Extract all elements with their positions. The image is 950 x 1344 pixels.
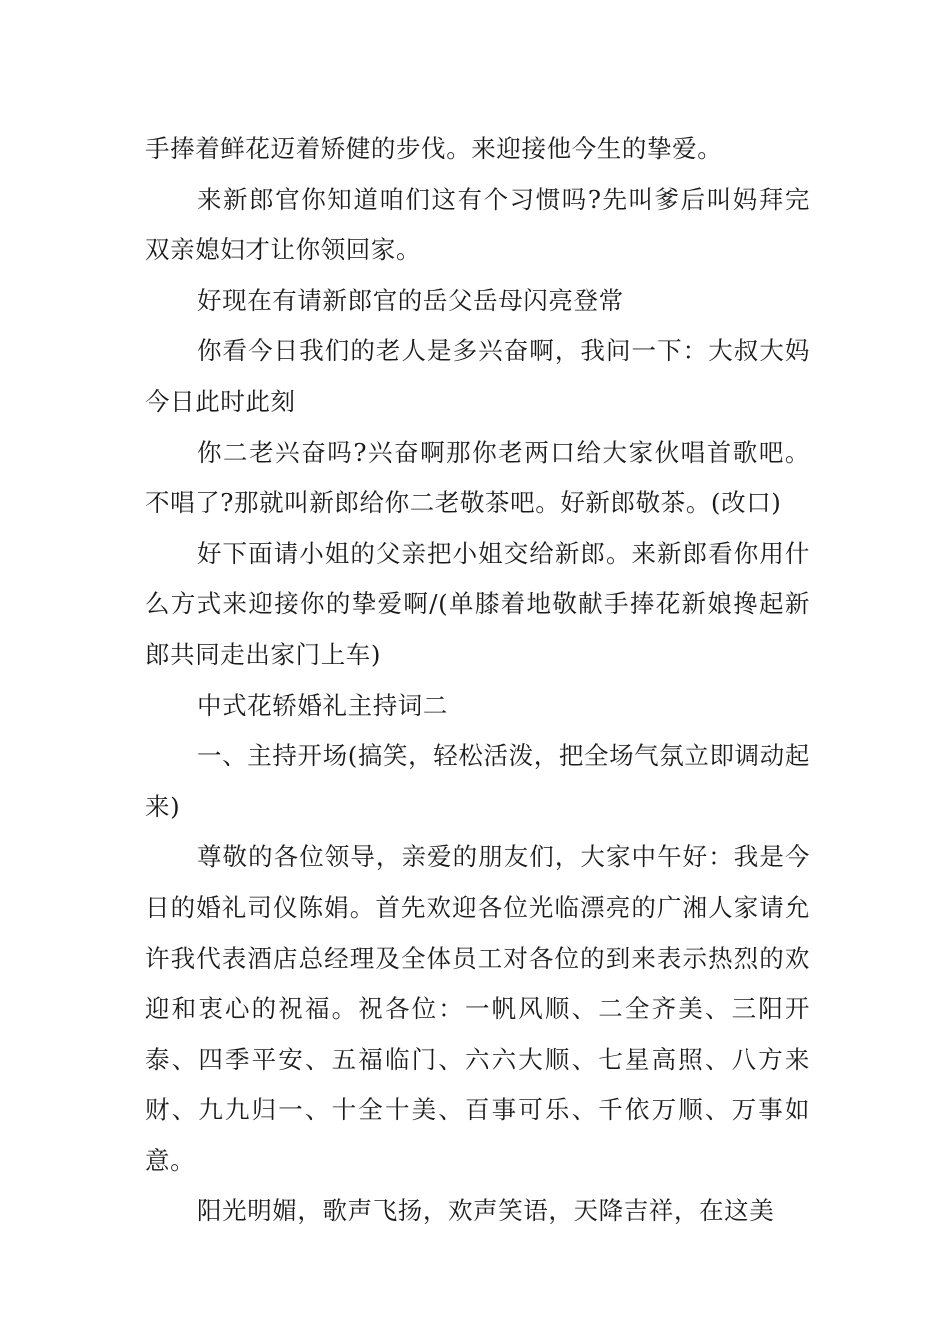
section-heading: 中式花轿婚礼主持词二: [197, 690, 448, 720]
paragraph-9: 尊敬的各位领导，亲爱的朋友们，大家中午好：我是今日的婚礼司仪陈娟。首先欢迎各位光临漂亮的广湘人家请允许我代表酒店总经理及全体员工对各位的到来表示热烈的欢迎和衷心的祝福。祝各位：一帆风顺、二全齐美、三阳开泰、四季平安、五福临门、六六大顺、七星高照、八方来财、九九归一、十全十美、百事可乐、千依万顺、万事如意。: [145, 842, 810, 1175]
paragraph-10: 阳光明媚，歌声飞扬，欢声笑语，天降吉祥，在这美: [197, 1196, 775, 1226]
document-body: [145, 124, 810, 1237]
paragraph-5: 你二老兴奋吗?兴奋啊那你老两口给大家伙唱首歌吧。不唱了?那就叫新郎给你二老敬茶吧。好新郎敬茶。(改口): [145, 437, 810, 518]
paragraph-2: 来新郎官你知道咱们这有个习惯吗?先叫爹后叫妈拜完双亲媳妇才让你领回家。: [145, 184, 810, 265]
paragraph-3: 好现在有请新郎官的岳父岳母闪亮登常: [197, 285, 624, 315]
paragraph-1: 手捧着鲜花迈着矫健的步伐。来迎接他今生的挚爱。: [145, 134, 723, 163]
paragraph-4: 你看今日我们的老人是多兴奋啊，我问一下：大叔大妈今日此时此刻: [145, 336, 810, 416]
paragraph-8: 一、主持开场(搞笑，轻松活泼，把全场气氛立即调动起来): [145, 741, 810, 821]
paragraph-6: 好下面请小姐的父亲把小姐交给新郎。来新郎看你用什么方式来迎接你的挚爱啊/(单膝着地敬献手捧花新娘搀起新郎共同走出家门上车): [145, 538, 810, 669]
